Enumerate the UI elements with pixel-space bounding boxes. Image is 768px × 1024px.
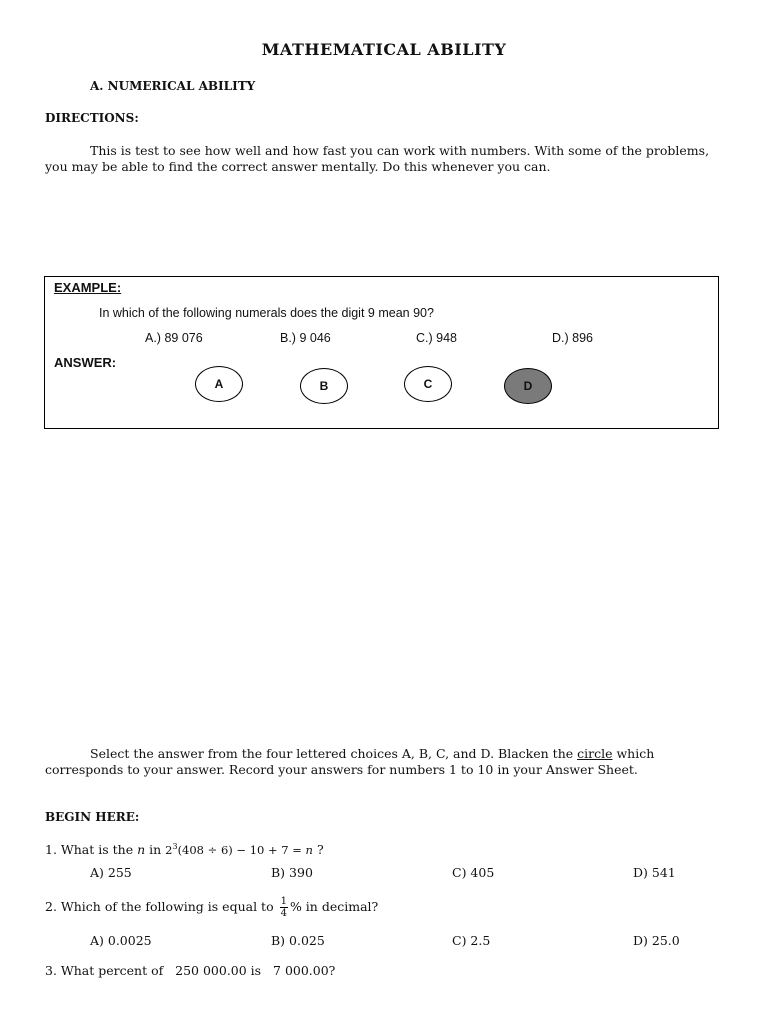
section-heading: A. NUMERICAL ABILITY [90,79,256,93]
q1-option-b[interactable]: B) 390 [271,865,313,880]
question-1-prefix: 1. What is the [45,842,138,857]
example-choice-d: D.) 896 [552,331,593,345]
question-1-var: n [137,842,146,857]
example-choice-b: B.) 9 046 [280,331,331,345]
page-title: MATHEMATICAL ABILITY [261,40,507,59]
question-1-suffix: ? [312,842,324,857]
example-choice-c: C.) 948 [416,331,457,345]
example-label: EXAMPLE: [54,280,122,295]
question-2-fraction: $\frac{1}{4}$ [280,896,287,919]
q2-option-d[interactable]: D) 25.0 [633,933,680,948]
instructions-text [45,746,715,777]
answer-bubble-a[interactable]: A [195,366,243,402]
instructions-part2: which corresponds to your answer. Record your answers for numbers 1 to 10 in your Answer Sheet. [45,746,655,777]
question-2-suffix: % in decimal? [289,899,379,914]
answer-bubble-b[interactable]: B [300,368,348,404]
directions-label: DIRECTIONS: [45,111,139,125]
question-3: 3. What percent of 250 000.00 is 7 000.00? [45,963,336,978]
instructions-part1: Select the answer from the four lettered choices A, B, C, and D. Blacken the [90,746,578,761]
instructions-underlined-word: circle [577,746,613,761]
question-1-expression: $2^3(408 \div 6) - 10 + 7 = n$ [165,842,313,857]
q1-option-c[interactable]: C) 405 [452,865,495,880]
q1-option-d[interactable]: D) 541 [633,865,676,880]
q2-option-c[interactable]: C) 2.5 [452,933,491,948]
answer-bubble-c[interactable]: C [404,366,452,402]
begin-label: BEGIN HERE: [45,810,140,824]
q2-option-b[interactable]: B) 0.025 [271,933,325,948]
directions-text: This is test to see how well and how fast you can work with numbers. With some of the problems, you may be able to find the correct answer mentally. Do this whenever you can. [45,143,710,174]
example-box [44,276,719,429]
question-1 [45,842,324,857]
q2-option-a[interactable]: A) 0.0025 [90,933,152,948]
example-choice-a: A.) 89 076 [145,331,203,345]
answer-bubble-d-selected[interactable]: D [504,368,552,404]
question-2 [45,896,378,919]
answer-label: ANSWER: [54,355,117,370]
question-2-prefix: 2. Which of the following is equal to [45,899,278,914]
question-1-mid: in [145,842,166,857]
example-question: In which of the following numerals does the digit 9 mean 90? [99,306,434,320]
q1-option-a[interactable]: A) 255 [90,865,132,880]
